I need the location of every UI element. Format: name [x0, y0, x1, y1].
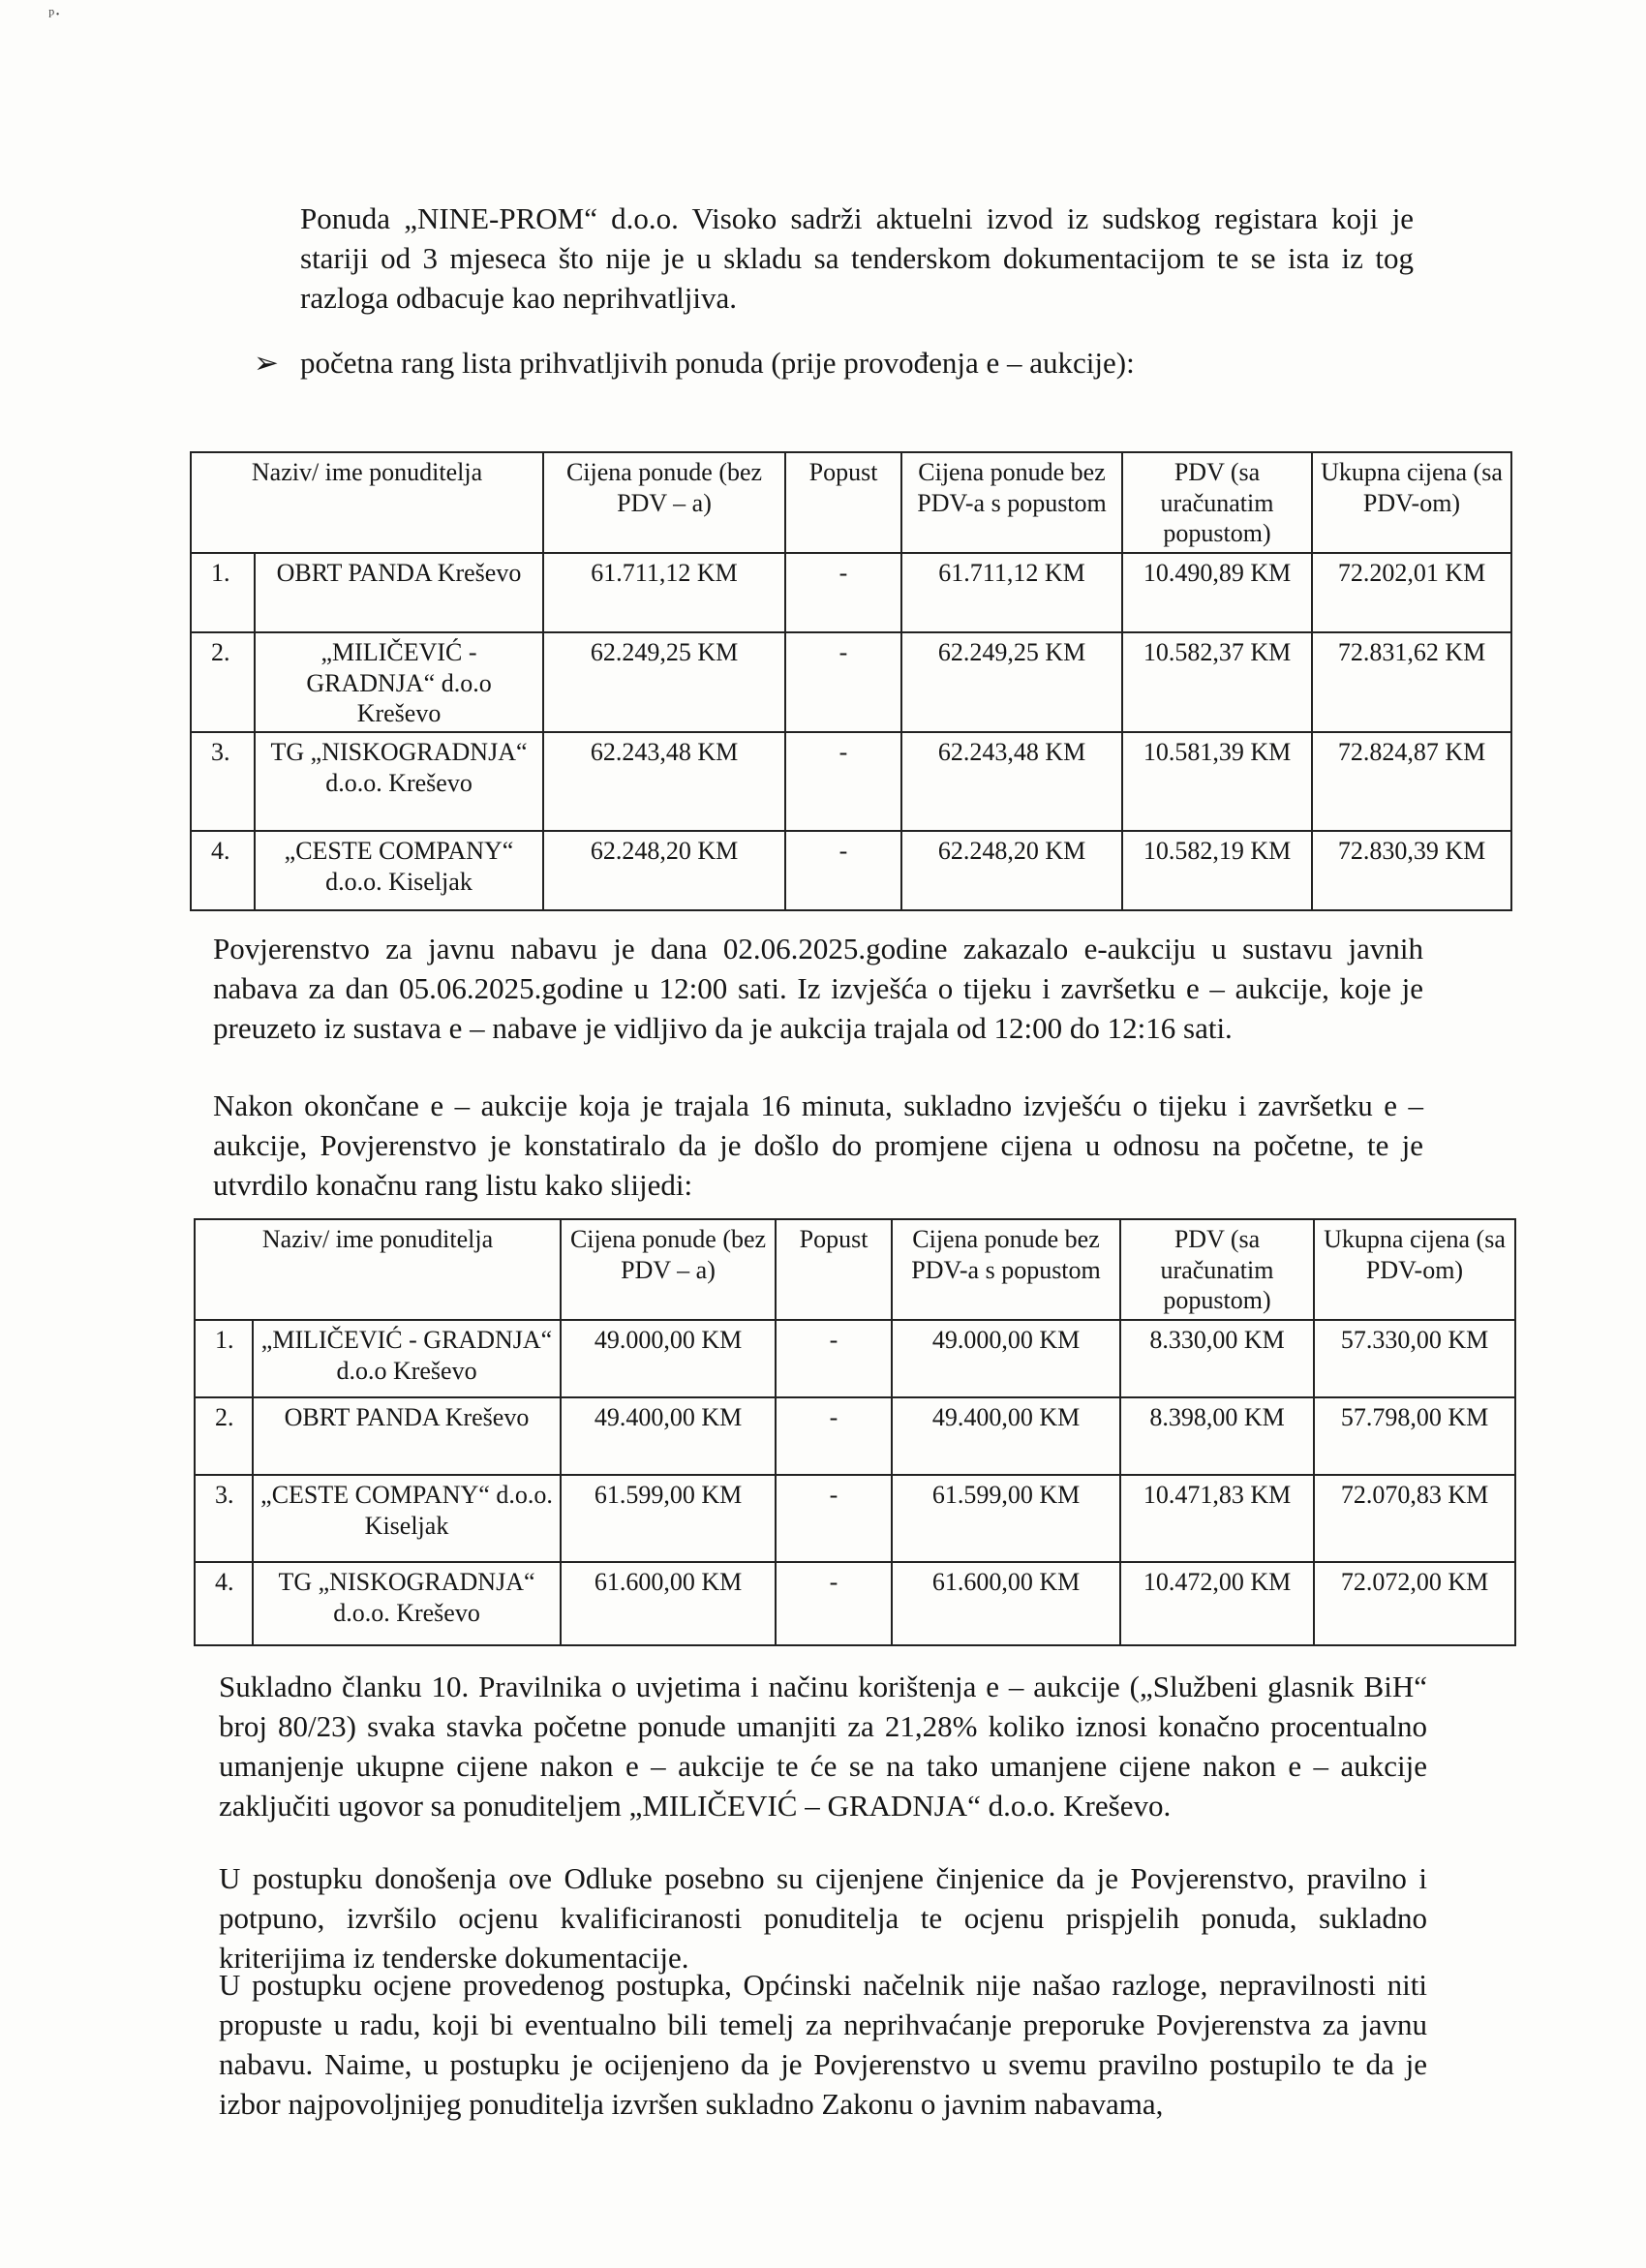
price: 49.000,00 KM [561, 1320, 776, 1397]
price-discounted: 61.711,12 KM [901, 553, 1122, 632]
final-rank-table [194, 1218, 1516, 1646]
bidder-name: TG „NISKOGRADNJA“ d.o.o. Kreševo [253, 1562, 561, 1645]
initial-rank-heading [254, 346, 1135, 381]
bullet-text: početna rang lista prihvatljivih ponuda (prije provođenja e – aukcije): [300, 346, 1135, 380]
header-discount: Popust [785, 452, 901, 553]
table-header-row [191, 452, 1511, 553]
total: 57.330,00 KM [1314, 1320, 1515, 1397]
table-row [195, 1320, 1515, 1397]
table-row [195, 1475, 1515, 1562]
header-price-discounted: Cijena ponude bez PDV-a s popustom [901, 452, 1122, 553]
rank-number: 3. [191, 732, 255, 831]
header-name: Naziv/ ime ponuditelja [191, 452, 543, 553]
vat: 10.582,19 KM [1122, 831, 1312, 910]
vat: 8.330,00 KM [1120, 1320, 1314, 1397]
discount: - [785, 831, 901, 910]
discount: - [776, 1562, 892, 1645]
bidder-name: OBRT PANDA Kreševo [253, 1397, 561, 1475]
total: 72.072,00 KM [1314, 1562, 1515, 1645]
vat: 10.471,83 KM [1120, 1475, 1314, 1562]
discount: - [785, 732, 901, 831]
rank-number: 2. [195, 1397, 253, 1475]
bidder-name: „CESTE COMPANY“ d.o.o. Kiseljak [255, 831, 543, 910]
header-vat: PDV (sa uračunatim popustom) [1122, 452, 1312, 553]
rank-number: 1. [195, 1320, 253, 1397]
price: 61.599,00 KM [561, 1475, 776, 1562]
table-row [191, 632, 1511, 732]
table-row [191, 553, 1511, 632]
vat: 10.581,39 KM [1122, 732, 1312, 831]
discount: - [776, 1320, 892, 1397]
rank-number: 2. [191, 632, 255, 732]
total: 57.798,00 KM [1314, 1397, 1515, 1475]
bullet-arrow-icon: ➢ [254, 346, 279, 380]
price-discounted: 62.248,20 KM [901, 831, 1122, 910]
discount: - [776, 1475, 892, 1562]
review-paragraph: U postupku ocjene provedenog postupka, Općinski načelnik nije našao razloge, nepravilnosti niti propuste u radu, koji bi eventualno bili temelj za neprihvaćanje preporuke Povjerenstva za javnu nabavu. Naime, u postupku je ocijenjeno da je Povjerenstvo u svemu pravilno postupilo te da je izbor najpovoljnijeg ponuditelja izvršen sukladno Zakonu o javnim nabavama, [219, 1968, 1427, 2121]
after-auction-paragraph: Nakon okončane e – aukcije koja je trajala 16 minuta, sukladno izvješću o tijeku i završetku e – aukcije, Povjerenstvo je konstatiralo da je došlo do promjene cijena u odnosu na početne, te je utvrdilo konačnu rang listu kako slijedi: [213, 1088, 1423, 1202]
price: 62.248,20 KM [543, 831, 785, 910]
vat: 10.490,89 KM [1122, 553, 1312, 632]
bidder-name: „MILIČEVIĆ - GRADNJA“ d.o.o Kreševo [255, 632, 543, 732]
auction-paragraph: Povjerenstvo za javnu nabavu je dana 02.06.2025.godine zakazalo e-aukciju u sustavu javnih nabava za dan 05.06.2025.godine u 12:00 sati. Iz izvješća o tijeku i završetku e – aukcije, koje je preuzeto iz sustava e – nabave je vidljivo da je aukcija trajala od 12:00 do 12:16 sati. [213, 932, 1423, 1045]
header-discount: Popust [776, 1219, 892, 1320]
table-row [195, 1397, 1515, 1475]
price-discounted: 61.600,00 KM [892, 1562, 1120, 1645]
price: 49.400,00 KM [561, 1397, 776, 1475]
price-discounted: 49.000,00 KM [892, 1320, 1120, 1397]
header-name: Naziv/ ime ponuditelja [195, 1219, 561, 1320]
header-total: Ukupna cijena (sa PDV-om) [1314, 1219, 1515, 1320]
rank-number: 4. [195, 1562, 253, 1645]
table-row [191, 732, 1511, 831]
total: 72.824,87 KM [1312, 732, 1511, 831]
table-header-row [195, 1219, 1515, 1320]
discount: - [785, 553, 901, 632]
header-total: Ukupna cijena (sa PDV-om) [1312, 452, 1511, 553]
header-price-discounted: Cijena ponude bez PDV-a s popustom [892, 1219, 1120, 1320]
price-discounted: 49.400,00 KM [892, 1397, 1120, 1475]
total: 72.830,39 KM [1312, 831, 1511, 910]
vat: 10.472,00 KM [1120, 1562, 1314, 1645]
vat: 10.582,37 KM [1122, 632, 1312, 732]
total: 72.070,83 KM [1314, 1475, 1515, 1562]
price-discounted: 62.243,48 KM [901, 732, 1122, 831]
vat: 8.398,00 KM [1120, 1397, 1314, 1475]
rank-number: 4. [191, 831, 255, 910]
rank-number: 3. [195, 1475, 253, 1562]
price-discounted: 61.599,00 KM [892, 1475, 1120, 1562]
header-price: Cijena ponude (bez PDV – a) [561, 1219, 776, 1320]
rank-number: 1. [191, 553, 255, 632]
bidder-name: TG „NISKOGRADNJA“ d.o.o. Kreševo [255, 732, 543, 831]
intro-paragraph: Ponuda „NINE-PROM“ d.o.o. Visoko sadrži aktuelni izvod iz sudskog registara koji je stariji od 3 mjeseca što nije je u skladu sa tenderskom dokumentacijom te se ista iz tog razloga odbacuje kao neprihvatljiva. [300, 201, 1414, 315]
header-price: Cijena ponude (bez PDV – a) [543, 452, 785, 553]
page-corner-mark: ᵖ· [48, 4, 61, 25]
price: 62.249,25 KM [543, 632, 785, 732]
price-discounted: 62.249,25 KM [901, 632, 1122, 732]
table-row [195, 1562, 1515, 1645]
article-paragraph: Sukladno članku 10. Pravilnika o uvjetima i načinu korištenja e – aukcije („Službeni glasnik BiH“ broj 80/23) svaka stavka početne ponude umanjiti za 21,28% koliko iznosi konačno procentualno umanjenje ukupne cijene nakon e – aukcije te će se na tako umanjene cijene nakon e – aukcije zaključiti ugovor sa ponuditeljem „MILIČEVIĆ – GRADNJA“ d.o.o. Kreševo. [219, 1670, 1427, 1823]
discount: - [776, 1397, 892, 1475]
total: 72.202,01 KM [1312, 553, 1511, 632]
price: 62.243,48 KM [543, 732, 785, 831]
price: 61.711,12 KM [543, 553, 785, 632]
price: 61.600,00 KM [561, 1562, 776, 1645]
decision-paragraph: U postupku donošenja ove Odluke posebno su cijenjene činjenice da je Povjerenstvo, pravilno i potpuno, izvršilo ocjenu kvalificiranosti ponuditelja te ocjenu prispjelih ponuda, sukladno kriterijima iz tenderske dokumentacije. [219, 1861, 1427, 1975]
header-vat: PDV (sa uračunatim popustom) [1120, 1219, 1314, 1320]
bidder-name: „MILIČEVIĆ - GRADNJA“ d.o.o Kreševo [253, 1320, 561, 1397]
table-row [191, 831, 1511, 910]
total: 72.831,62 KM [1312, 632, 1511, 732]
bidder-name: OBRT PANDA Kreševo [255, 553, 543, 632]
discount: - [785, 632, 901, 732]
initial-rank-table [190, 451, 1512, 911]
bidder-name: „CESTE COMPANY“ d.o.o. Kiseljak [253, 1475, 561, 1562]
